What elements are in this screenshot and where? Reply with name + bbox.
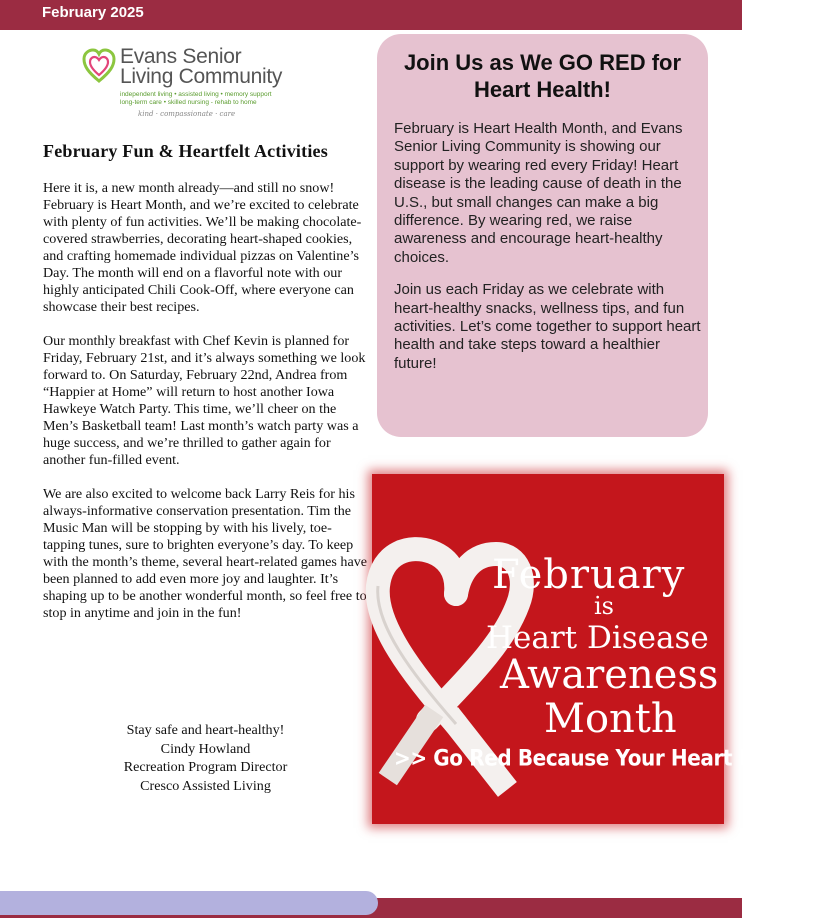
callout-body	[394, 120, 702, 387]
logo-tagline: kind · compassionate · care	[138, 110, 236, 118]
footer-pill	[0, 891, 378, 915]
article-paragraph-2: Our monthly breakfast with Chef Kevin is planned for Friday, February 21st, and it’s always something we look forward to. On Saturday, February 22nd, Andrea from “Happier at Home” will return to host another Iowa Hawkeye Watch Party. This time, we’ll cheer on the Men’s Basketball team! Last month’s watch party was a huge success, and we’re thrilled to gather again for another fun-filled event.	[43, 333, 366, 468]
logo-services-line1: independent living • assisted living • memory support	[120, 91, 272, 98]
logo-name-line2: Living Community	[120, 65, 283, 88]
article-body	[43, 180, 368, 639]
poster-line-month: Month	[544, 696, 677, 742]
logo-services-line2: long-term care • skilled nursing - rehab to home	[120, 99, 257, 106]
signoff-role: Recreation Program Director	[123, 759, 288, 775]
go-red-callout	[377, 34, 708, 437]
poster-line-is: is	[594, 592, 614, 620]
article-paragraph-3: We are also excited to welcome back Larry Reis for his always-informative conservation presentation. Tim the Music Man will be stopping by with his lively, toe-tapping tunes, sure to brighten everyone’s day. To keep with the month’s theme, several heart-related games have been planned to add even more joy and laughter. It’s shaping up to be another wonderful month, so feel free to stop in anytime and join in the fun!	[43, 486, 368, 621]
evans-logo	[82, 44, 322, 126]
callout-paragraph-2: Join us each Friday as we celebrate with heart-healthy snacks, wellness tips, and fun activities. Let’s come together to support heart health and take steps toward a healthier future!	[394, 281, 701, 372]
article-paragraph-1: Here it is, a new month already—and still no snow! February is Heart Month, and we’re excited to celebrate with plenty of fun activities. We’ll be making chocolate-covered strawberries, decorating heart-shaped cookies, and crafting homemade individual pizzas on Valentine’s Day. The month will end on a flavorful note with our highly anticipated Chili Cook-Off, where everyone can showcase their best recipes.	[43, 180, 362, 315]
heart-awareness-poster	[372, 474, 824, 824]
logo-name-line1: Evans Senior	[120, 45, 242, 68]
signoff-name: Cindy Howland	[160, 740, 251, 757]
poster-line-february: February	[492, 552, 686, 598]
poster-line-awareness: Awareness	[500, 652, 719, 698]
article-title: February Fun & Heartfelt Activities	[43, 141, 328, 161]
heart-logo-icon	[82, 48, 116, 84]
poster-slogan: >> Go Red Because Your Heart Matters	[394, 744, 824, 771]
signoff-closing: Stay safe and heart-healthy!	[126, 722, 285, 738]
article-signoff	[43, 721, 368, 795]
newsletter-date: February 2025	[42, 4, 144, 21]
header-bar	[0, 0, 742, 30]
callout-title: Join Us as We GO RED for Heart Health!	[403, 50, 682, 102]
poster-line-heart-disease: Heart Disease	[486, 620, 709, 656]
callout-paragraph-1: February is Heart Health Month, and Evans Senior Living Community is showing our support by wearing red every Friday! Heart disease is the leading cause of death in the U.S., but small changes can make a big difference. By wearing red, we raise awareness and encourage heart-healthy choices.	[394, 120, 683, 266]
signoff-org: Cresco Assisted Living	[140, 777, 271, 794]
